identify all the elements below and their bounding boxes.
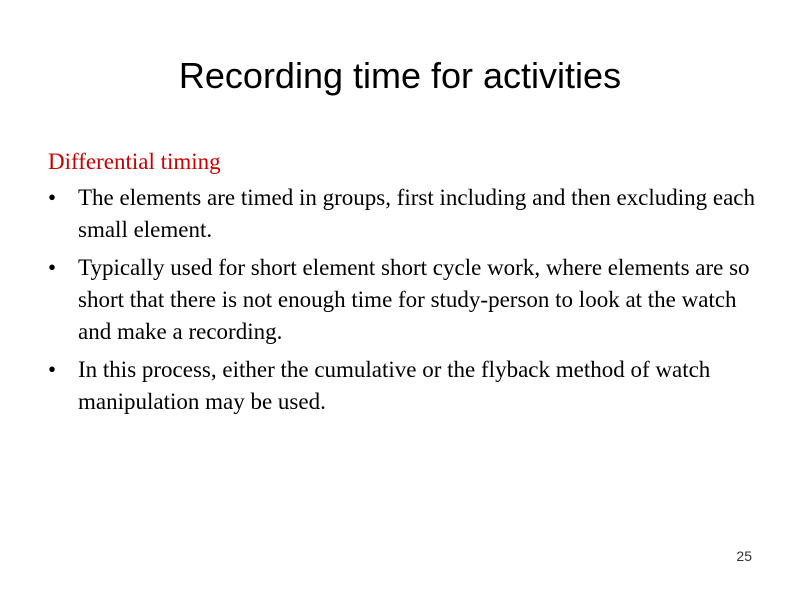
bullet-symbol: •: [48, 357, 57, 382]
page-number: 25: [736, 548, 752, 564]
bullet-item: [48, 252, 760, 348]
bullet-item: [48, 354, 760, 418]
bullet-symbol: •: [48, 185, 57, 210]
bullet-item: [48, 182, 760, 246]
bullet-list: [48, 182, 760, 418]
slide-title: Recording time for activities: [178, 55, 622, 96]
bullet-text: In this process, either the cumulative or the flyback method of watch manipulation may be used.: [78, 357, 711, 414]
section-heading: Differential timing: [48, 149, 221, 174]
bullet-symbol: •: [48, 255, 57, 280]
bullet-text: Typically used for short element short cycle work, where elements are so short that there is not enough time for study-person to look at the watch and make a recording.: [78, 255, 750, 344]
bullet-text: The elements are timed in groups, first including and then excluding each small element.: [78, 185, 756, 242]
slide-body: [48, 146, 760, 424]
